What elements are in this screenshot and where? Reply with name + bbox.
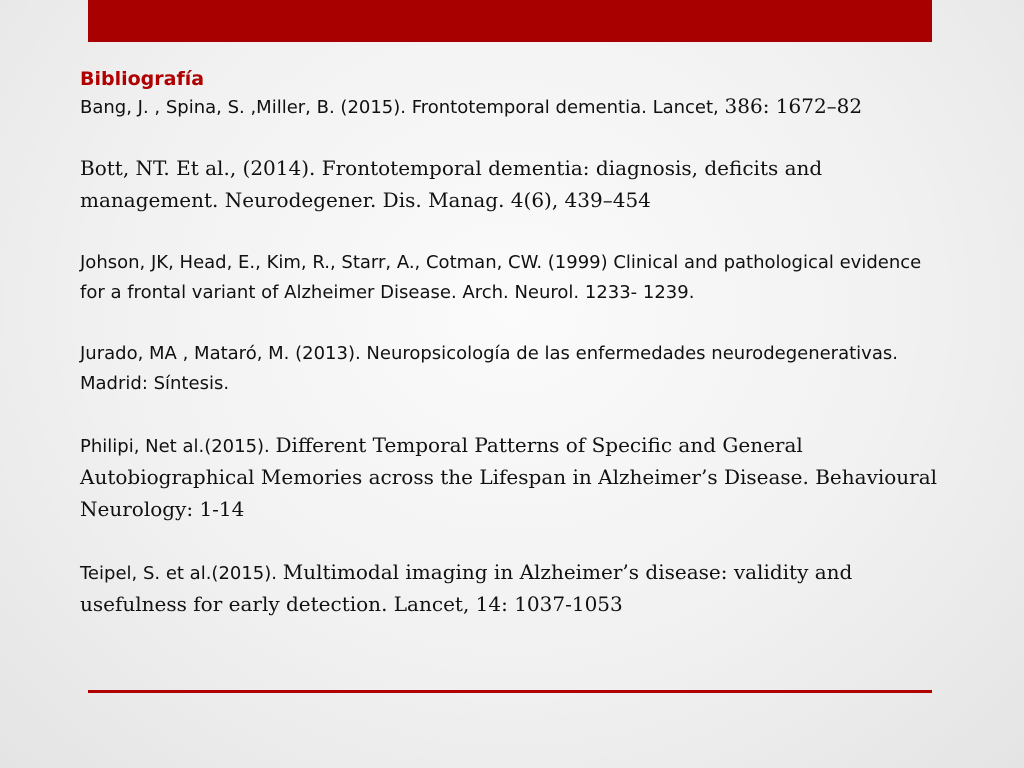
top-accent-bar [88, 0, 932, 42]
reference-part-serif: Multimodal imaging in Alzheimer’s disease: validity and usefulness for early detection. Lancet, 14: 1037-1053 [80, 560, 853, 616]
slide-content [80, 66, 940, 652]
reference-item [80, 430, 940, 526]
reference-part-sans: Johson, JK, Head, E., Kim, R., Starr, A., Cotman, CW. (1999) Clinical and pathological evidence for a frontal variant of Alzheimer Disease. Arch. Neurol. 1233- 1239. [80, 252, 922, 303]
reference-item [80, 153, 940, 217]
bottom-divider-line [88, 690, 932, 693]
reference-part-sans: Jurado, MA , Mataró, M. (2013). Neuropsicología de las enfermedades neurodegenerativas. Madrid: Síntesis. [80, 343, 898, 394]
reference-part-sans: Bang, J. , Spina, S. ,Miller, B. (2015). Frontotemporal dementia. Lancet, [80, 97, 725, 118]
reference-item [80, 339, 940, 399]
reference-part-sans: Teipel, S. et al.(2015). [80, 563, 283, 584]
reference-part-serif: 386: 1672–82 [724, 94, 863, 118]
reference-item [80, 248, 940, 308]
reference-item [80, 557, 940, 621]
reference-part-serif: Bott, NT. Et al., (2014). Frontotemporal dementia: diagnosis, deficits and management. Neurodegener. Dis. Manag. 4(6), 439–454 [80, 156, 823, 212]
reference-part-serif: Different Temporal Patterns of Specific and General Autobiographical Memories across the Lifespan in Alzheimer’s Disease. Behavioural Neurology: 1-14 [80, 433, 938, 521]
slide-title: Bibliografía [80, 68, 205, 90]
reference-item [80, 92, 940, 122]
reference-part-sans: Philipi, Net al.(2015). [80, 436, 276, 457]
